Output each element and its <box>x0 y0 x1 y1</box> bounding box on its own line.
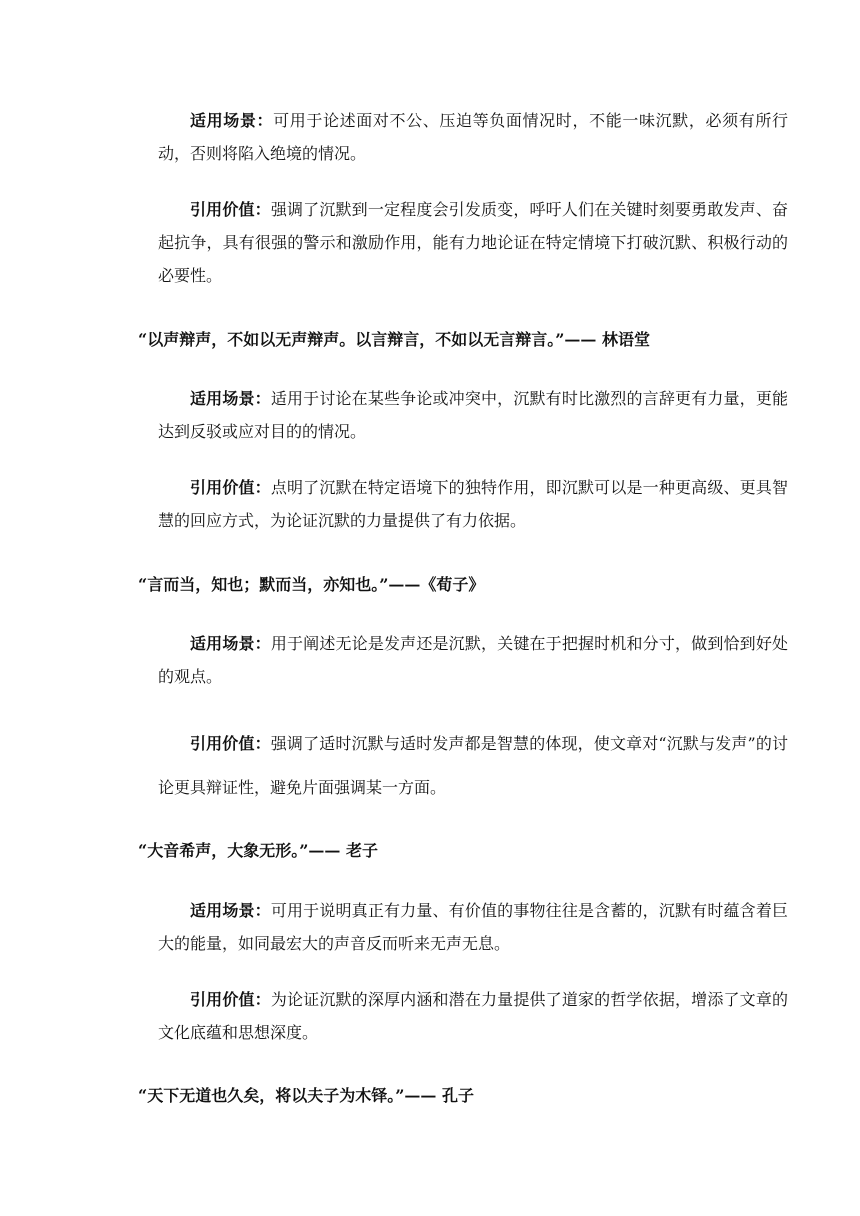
paragraph-text: 强调了适时沉默与适时发声都是智慧的体现，使文章对“沉默与发声”的讨论更具辩证性，避免片面强调某一方面。 <box>158 734 788 797</box>
usage-scenario-label: 适用场景： <box>190 111 274 130</box>
paragraph-text: 强调了沉默到一定程度会引发质变，呼吁人们在关键时刻要勇敢发声、奋起抗争，具有很强的警示和激励作用，能有力地论证在特定情境下打破沉默、积极行动的必要性。 <box>158 200 788 285</box>
citation-value-label: 引用价值： <box>190 200 271 219</box>
paragraph-text: 为论证沉默的深厚内涵和潜在力量提供了道家的哲学依据，增添了文章的文化底蕴和思想深度。 <box>158 990 788 1042</box>
citation-value-label: 引用价值： <box>190 990 271 1009</box>
quote-heading: “言而当，知也；默而当，亦知也。”——《荀子》 <box>138 575 485 594</box>
usage-scenario-label: 适用场景： <box>190 901 271 920</box>
paragraph-text: 可用于说明真正有力量、有价值的事物往往是含蓄的，沉默有时蕴含着巨大的能量，如同最宏大的声音反而听来无声无息。 <box>158 901 788 953</box>
usage-scenario-paragraph <box>158 894 788 960</box>
citation-value-paragraph <box>158 983 788 1049</box>
usage-scenario-label: 适用场景： <box>190 634 271 653</box>
citation-value-paragraph <box>158 722 788 810</box>
quote-heading: “以声辩声，不如以无声辩声。以言辩言，不如以无言辩言。”—— 林语堂 <box>138 330 650 349</box>
usage-scenario-paragraph <box>158 104 788 170</box>
citation-value-label: 引用价值： <box>190 478 271 497</box>
quote-heading: “天下无道也久矣，将以夫子为木铎。”—— 孔子 <box>138 1086 474 1105</box>
paragraph-text: 用于阐述无论是发声还是沉默，关键在于把握时机和分寸，做到恰到好处的观点。 <box>158 634 788 686</box>
usage-scenario-paragraph <box>158 382 788 448</box>
paragraph-text: 点明了沉默在特定语境下的独特作用，即沉默可以是一种更高级、更具智慧的回应方式，为论证沉默的力量提供了有力依据。 <box>158 478 788 530</box>
citation-value-paragraph <box>158 471 788 537</box>
citation-value-label: 引用价值： <box>190 734 271 753</box>
paragraph-text: 适用于讨论在某些争论或冲突中，沉默有时比激烈的言辞更有力量，更能达到反驳或应对目的的情况。 <box>158 389 788 441</box>
usage-scenario-label: 适用场景： <box>190 389 271 408</box>
citation-value-paragraph <box>158 193 788 292</box>
paragraph-text: 可用于论述面对不公、压迫等负面情况时，不能一味沉默，必须有所行动，否则将陷入绝境的情况。 <box>158 111 788 163</box>
quote-heading: “大音希声，大象无形。”—— 老子 <box>138 841 378 860</box>
usage-scenario-paragraph <box>158 627 788 693</box>
